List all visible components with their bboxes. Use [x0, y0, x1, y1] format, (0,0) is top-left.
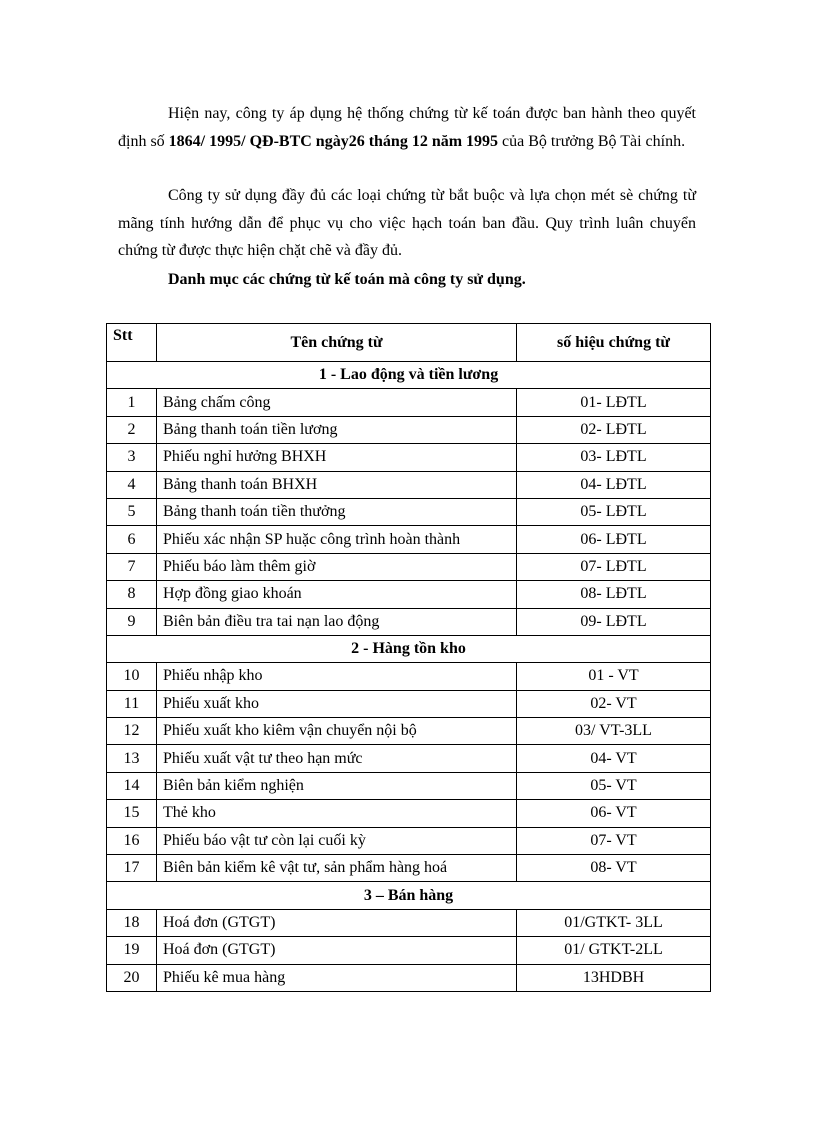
row-name: Phiếu báo vật tư còn lại cuối kỳ	[157, 827, 517, 854]
row-name: Hợp đồng giao khoán	[157, 581, 517, 608]
row-name: Thẻ kho	[157, 800, 517, 827]
row-name: Bảng chấm công	[157, 389, 517, 416]
section-title: 2 - Hàng tồn kho	[107, 635, 711, 662]
row-stt: 3	[107, 444, 157, 471]
row-name: Biên bản kiểm kê vật tư, sản phẩm hàng hoá	[157, 855, 517, 882]
table-row	[107, 964, 711, 991]
decision-reference: 1864/ 1995/ QĐ-BTC ngày26 tháng 12 năm 1995	[168, 132, 499, 150]
row-name: Hoá đơn (GTGT)	[157, 909, 517, 936]
table-header-row	[107, 324, 711, 362]
row-code: 01 - VT	[517, 663, 711, 690]
row-code: 07- LĐTL	[517, 553, 711, 580]
row-name: Phiếu xác nhận SP huặc công trình hoàn thành	[157, 526, 517, 553]
row-name: Bảng thanh toán tiền thưởng	[157, 498, 517, 525]
table-heading: Danh mục các chứng từ kế toán mà công ty sử dụng.	[168, 271, 526, 288]
row-code: 09- LĐTL	[517, 608, 711, 635]
row-code: 01/GTKT- 3LL	[517, 909, 711, 936]
table-row	[107, 416, 711, 443]
row-code: 05- VT	[517, 772, 711, 799]
row-stt: 12	[107, 718, 157, 745]
documents-table	[106, 323, 711, 992]
row-stt: 7	[107, 553, 157, 580]
row-name: Phiếu xuất kho kiêm vận chuyển nội bộ	[157, 718, 517, 745]
row-stt: 4	[107, 471, 157, 498]
row-stt: 5	[107, 498, 157, 525]
header-name: Tên chứng từ	[157, 324, 517, 362]
row-stt: 11	[107, 690, 157, 717]
table-row	[107, 800, 711, 827]
table-row	[107, 471, 711, 498]
row-code: 05- LĐTL	[517, 498, 711, 525]
table-row	[107, 937, 711, 964]
row-name: Phiếu xuất kho	[157, 690, 517, 717]
row-code: 08- VT	[517, 855, 711, 882]
row-name: Hoá đơn (GTGT)	[157, 937, 517, 964]
row-code: 06- LĐTL	[517, 526, 711, 553]
table-row	[107, 553, 711, 580]
row-stt: 8	[107, 581, 157, 608]
row-code: 03/ VT-3LL	[517, 718, 711, 745]
header-stt: Stt	[107, 324, 157, 362]
row-code: 02- VT	[517, 690, 711, 717]
row-stt: 10	[107, 663, 157, 690]
table-row	[107, 690, 711, 717]
row-name: Bảng thanh toán BHXH	[157, 471, 517, 498]
row-stt: 19	[107, 937, 157, 964]
row-code: 07- VT	[517, 827, 711, 854]
section-row	[107, 362, 711, 389]
section-row	[107, 882, 711, 909]
intro-p1-tail: của Bộ trưởng Bộ Tài chính.	[498, 132, 686, 150]
row-stt: 17	[107, 855, 157, 882]
table-body	[107, 362, 711, 992]
row-stt: 13	[107, 745, 157, 772]
row-code: 04- VT	[517, 745, 711, 772]
row-code: 02- LĐTL	[517, 416, 711, 443]
intro-paragraph-1	[118, 100, 696, 155]
row-stt: 15	[107, 800, 157, 827]
row-stt: 18	[107, 909, 157, 936]
table-row	[107, 827, 711, 854]
row-name: Biên bản kiểm nghiện	[157, 772, 517, 799]
table-row	[107, 772, 711, 799]
table-row	[107, 855, 711, 882]
row-name: Biên bản điều tra tai nạn lao động	[157, 608, 517, 635]
row-stt: 1	[107, 389, 157, 416]
row-code: 01/ GTKT-2LL	[517, 937, 711, 964]
row-name: Bảng thanh toán tiền lương	[157, 416, 517, 443]
table-row	[107, 581, 711, 608]
row-code: 08- LĐTL	[517, 581, 711, 608]
header-code: số hiệu chứng từ	[517, 324, 711, 362]
row-name: Phiếu nhập kho	[157, 663, 517, 690]
table-row	[107, 718, 711, 745]
row-stt: 16	[107, 827, 157, 854]
intro-p1-text: Hiện nay, công ty áp dụng hệ thống chứng từ kế toán được ban hành theo quyết định số	[118, 105, 696, 150]
table-row	[107, 909, 711, 936]
row-name: Phiếu xuất vật tư theo hạn mức	[157, 745, 517, 772]
row-stt: 6	[107, 526, 157, 553]
table-row	[107, 526, 711, 553]
row-code: 13HDBH	[517, 964, 711, 991]
row-stt: 2	[107, 416, 157, 443]
row-name: Phiếu kê mua hàng	[157, 964, 517, 991]
section-title: 3 – Bán hàng	[107, 882, 711, 909]
row-name: Phiếu nghỉ hưởng BHXH	[157, 444, 517, 471]
row-code: 06- VT	[517, 800, 711, 827]
table-row	[107, 498, 711, 525]
row-code: 03- LĐTL	[517, 444, 711, 471]
table-row	[107, 389, 711, 416]
row-name: Phiếu báo làm thêm giờ	[157, 553, 517, 580]
row-code: 01- LĐTL	[517, 389, 711, 416]
table-row	[107, 745, 711, 772]
table-row	[107, 663, 711, 690]
section-row	[107, 635, 711, 662]
section-title: 1 - Lao động và tiền lương	[107, 362, 711, 389]
table-row	[107, 608, 711, 635]
table-row	[107, 444, 711, 471]
row-code: 04- LĐTL	[517, 471, 711, 498]
row-stt: 20	[107, 964, 157, 991]
intro-paragraph-2: Công ty sử dụng đầy đủ các loại chứng từ bắt buộc và lựa chọn mét sè chứng từ mãng tính hướng dẫn để phục vụ cho việc hạch toán ban đầu. Quy trình luân chuyển chứng từ được thực hiện chặt chẽ và đầy đủ.	[118, 187, 696, 259]
row-stt: 14	[107, 772, 157, 799]
row-stt: 9	[107, 608, 157, 635]
